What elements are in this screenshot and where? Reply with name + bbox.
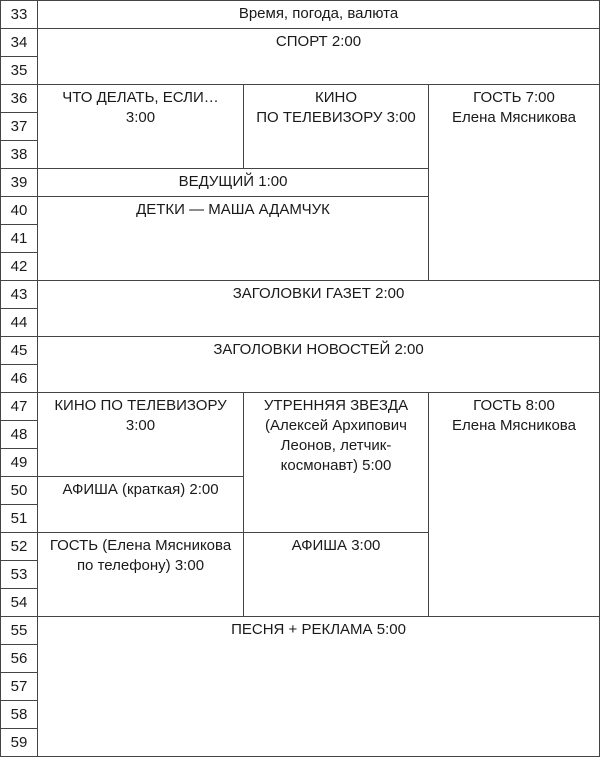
block-what-to-do (37, 84, 244, 169)
block-morning-star-line: космонавт) 5:00 (280, 457, 392, 474)
row-number: 50 (0, 476, 38, 505)
block-newspaper-headlines-line: ЗАГОЛОВКИ ГАЗЕТ 2:00 (232, 285, 405, 302)
block-sport (37, 28, 600, 85)
row-number: 58 (0, 700, 38, 729)
row-number: 48 (0, 420, 38, 449)
row-number: 59 (0, 728, 38, 757)
block-guest-phone-line: ГОСТЬ (Елена Мясникова (49, 537, 232, 554)
block-kino-tv-2-line: КИНО ПО ТЕЛЕВИЗОРУ (54, 397, 227, 414)
row-number: 54 (0, 588, 38, 617)
block-weather (37, 0, 600, 29)
block-host (37, 168, 429, 197)
row-number: 52 (0, 532, 38, 561)
block-guest-1-line: ГОСТЬ 7:00 (473, 89, 555, 106)
block-kino-tv-1-line: КИНО (314, 89, 358, 106)
row-number: 35 (0, 56, 38, 85)
row-number: 36 (0, 84, 38, 113)
row-number: 37 (0, 112, 38, 141)
block-news-headlines-line: ЗАГОЛОВКИ НОВОСТЕЙ 2:00 (213, 341, 424, 358)
row-number: 40 (0, 196, 38, 225)
block-morning-star-line: УТРЕННЯЯ ЗВЕЗДА (263, 397, 409, 414)
block-afisha-short (37, 476, 244, 533)
row-number: 55 (0, 616, 38, 645)
block-song-ads-line: ПЕСНЯ + РЕКЛАМА 5:00 (231, 621, 406, 638)
block-morning-star-line: (Алексей Архипович (265, 417, 407, 434)
row-number: 57 (0, 672, 38, 701)
block-news-headlines (37, 336, 600, 393)
row-number: 56 (0, 644, 38, 673)
row-number: 42 (0, 252, 38, 281)
block-afisha-short-line: АФИША (краткая) 2:00 (62, 481, 219, 498)
row-number: 39 (0, 168, 38, 197)
block-morning-star (243, 392, 429, 533)
block-morning-star-line: Леонов, летчик- (280, 437, 392, 454)
row-number: 49 (0, 448, 38, 477)
row-number: 44 (0, 308, 38, 337)
block-newspaper-headlines (37, 280, 600, 337)
block-weather-line: Время, погода, валюта (238, 5, 399, 22)
row-number: 41 (0, 224, 38, 253)
block-kino-tv-1-line: ПО ТЕЛЕВИЗОРУ 3:00 (256, 109, 416, 126)
block-kids (37, 196, 429, 281)
row-number: 43 (0, 280, 38, 309)
block-guest-2 (428, 392, 600, 617)
block-guest-phone-line: по телефону) 3:00 (76, 557, 205, 574)
block-host-line: ВЕДУЩИЙ 1:00 (178, 173, 288, 190)
row-number: 45 (0, 336, 38, 365)
row-number: 33 (0, 0, 38, 29)
block-sport-line: СПОРТ 2:00 (275, 33, 362, 50)
block-song-ads (37, 616, 600, 757)
row-number: 53 (0, 560, 38, 589)
block-kino-tv-1 (243, 84, 429, 169)
block-kids-line: ДЕТКИ — МАША АДАМЧУК (136, 201, 330, 218)
block-what-to-do-line: 3:00 (125, 109, 156, 126)
row-number: 47 (0, 392, 38, 421)
block-guest-1 (428, 84, 600, 281)
block-guest-2-line: ГОСТЬ 8:00 (473, 397, 555, 414)
block-afisha-line: АФИША 3:00 (291, 537, 381, 554)
row-number: 34 (0, 28, 38, 57)
row-number: 46 (0, 364, 38, 393)
block-kino-tv-2-line: 3:00 (125, 417, 156, 434)
block-guest-phone (37, 532, 244, 617)
block-kino-tv-2 (37, 392, 244, 477)
row-number: 38 (0, 140, 38, 169)
block-guest-1-line: Елена Мясникова (452, 109, 576, 126)
block-afisha (243, 532, 429, 617)
row-number: 51 (0, 504, 38, 533)
block-what-to-do-line: ЧТО ДЕЛАТЬ, ЕСЛИ… (62, 89, 219, 106)
block-guest-2-line: Елена Мясникова (452, 417, 576, 434)
